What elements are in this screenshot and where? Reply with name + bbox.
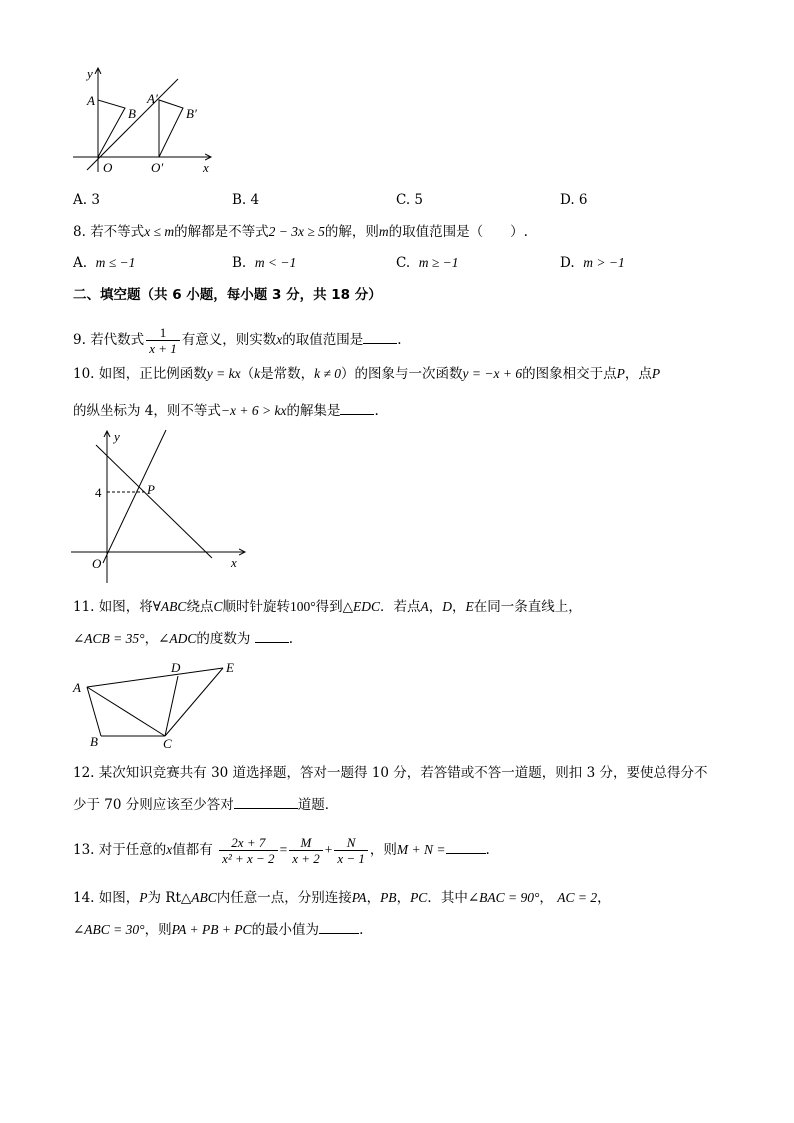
segment-OAB (98, 100, 125, 157)
label-x: x (231, 555, 237, 570)
q12-number: 12. (73, 765, 95, 781)
q11-answer-blank[interactable] (255, 628, 289, 643)
q8-text-2: 的解都是不等式 (174, 224, 269, 240)
label-D: D (171, 660, 181, 675)
label-O: O (103, 160, 113, 175)
label-B1: B′ (186, 106, 197, 121)
q8-inequality-2: 2 − 3x ≥ 5 (268, 224, 325, 239)
q12-stem-line2: 少于 70 分则应该至少答对 道题． (73, 794, 338, 815)
q9-var-x: x (276, 332, 283, 347)
label-A: A (73, 680, 81, 695)
q10-stem-line2: 的纵坐标为 4，则不等式−x + 6 > kx的解集是 . (73, 400, 379, 421)
q11-number: 11. (73, 599, 95, 615)
q8-text-3: 的解，则 (324, 224, 379, 240)
q12-stem-line1: 12. 某次知识竞赛共有 30 道选择题，答对一题得 10 分，若答错或不答一道题，则扣 3 分，要使总得分不 (73, 765, 708, 781)
label-y: y (87, 66, 93, 81)
q11-stem-line2: ∠ACB = 35°，∠ADC的度数为 . (73, 628, 293, 649)
segment-EC (165, 668, 223, 736)
q7-option-d: D. 6 (560, 192, 588, 208)
line-proportional (103, 430, 166, 563)
q12-answer-blank[interactable] (234, 794, 298, 809)
q7-option-b: B. 4 (232, 192, 260, 208)
q9-text-2: 有意义，则实数 (181, 332, 277, 348)
section-heading: 二、填空题（共 6 小题，每小题 3 分，共 18 分） (73, 287, 382, 303)
q7-option-a: A. 3 (73, 192, 100, 208)
q13-fraction-3: $\frac{N}{x - 1}$ (334, 835, 368, 866)
q11-stem-line1: 11. 如图，将∀ABC绕点C顺时针旋转100°得到△EDC．若点A，D，E在同一条直线上， (73, 599, 582, 615)
label-P: P (147, 482, 155, 497)
q8-inequality-1: x ≤ m (144, 224, 175, 239)
q8-number: 8. (73, 224, 86, 240)
diagonal-line (87, 79, 178, 170)
label-x: x (203, 160, 209, 175)
q13-answer-blank[interactable] (446, 839, 486, 854)
q9-text-3: 的取值范围是 (282, 332, 364, 348)
label-O: O (92, 556, 102, 571)
figure-q7 (65, 60, 225, 180)
label-O1: O′ (151, 160, 164, 175)
segment-AE (87, 668, 223, 687)
q8-option-a: A. m ≤ −1 (73, 255, 136, 271)
q8-option-c: C. m ≥ −1 (396, 255, 459, 271)
label-E: E (226, 660, 234, 675)
segment-DC (165, 676, 178, 736)
label-C: C (163, 736, 172, 751)
q14-stem-line2: ∠ABC = 30°，则PA + PB + PC的最小值为 . (73, 919, 363, 940)
q8-var-m: m (378, 224, 389, 239)
label-A1: A′ (147, 91, 158, 106)
q9-text-1: 若代数式 (90, 332, 145, 348)
q10-inequality: −x + 6 > kx (220, 403, 287, 418)
q8-stem (73, 222, 528, 242)
segment-O1A1B1 (159, 100, 183, 157)
q13-fraction-2: $\frac{M}{x + 2}$ (289, 835, 323, 866)
label-B: B (128, 106, 136, 121)
q9-answer-blank[interactable] (363, 329, 397, 344)
label-4: 4 (95, 485, 102, 500)
label-B: B (90, 734, 98, 749)
q8-text-4: 的取值范围是（ ）. (388, 224, 528, 240)
q14-stem-line1: 14. 如图，P为 Rt△ABC内任意一点，分别连接PA，PB，PC．其中∠BAC = 90°， AC = 2， (73, 890, 611, 906)
q9-number: 9. (73, 332, 86, 348)
q8-option-b: B. m < −1 (232, 255, 297, 271)
q14-number: 14. (73, 890, 95, 906)
figure-q10 (65, 425, 255, 585)
figure-q11 (65, 655, 255, 755)
q10-function-1: y = kx (206, 366, 241, 381)
label-A: A (87, 93, 95, 108)
q10-answer-blank[interactable] (340, 400, 374, 415)
q9-stem: 9. 若代数式 $\frac{1}{x + 1}$ 有意义，则实数x的取值范围是 . (73, 325, 402, 356)
q7-option-c: C. 5 (396, 192, 424, 208)
q10-stem-line1: 10. 如图，正比例函数y = kx（k是常数，k ≠ 0）的图象与一次函数y = −x + 6的图象相交于点P，点P (73, 366, 661, 382)
q14-answer-blank[interactable] (319, 919, 359, 934)
q10-number: 10. (73, 366, 95, 382)
label-y: y (114, 429, 120, 444)
q13-number: 13. (73, 842, 95, 858)
q13-fraction-1: $\frac{2x + 7}{\text{x² + x − 2}}$ (219, 835, 277, 866)
q9-fraction: $\frac{1}{x + 1}$ (146, 325, 180, 356)
q8-option-d: D. m > −1 (560, 255, 625, 271)
q10-function-2: y = −x + 6 (462, 366, 523, 381)
q13-stem: 13. 对于任意的x值都有 $\frac{2x + 7}{\text{x² + x − 2}}$ = $\frac{M}{x + 2}$ + $\frac{N}{x - 1}$ ，则M + N = . (73, 835, 490, 866)
q8-text-1: 若不等式 (90, 224, 145, 240)
